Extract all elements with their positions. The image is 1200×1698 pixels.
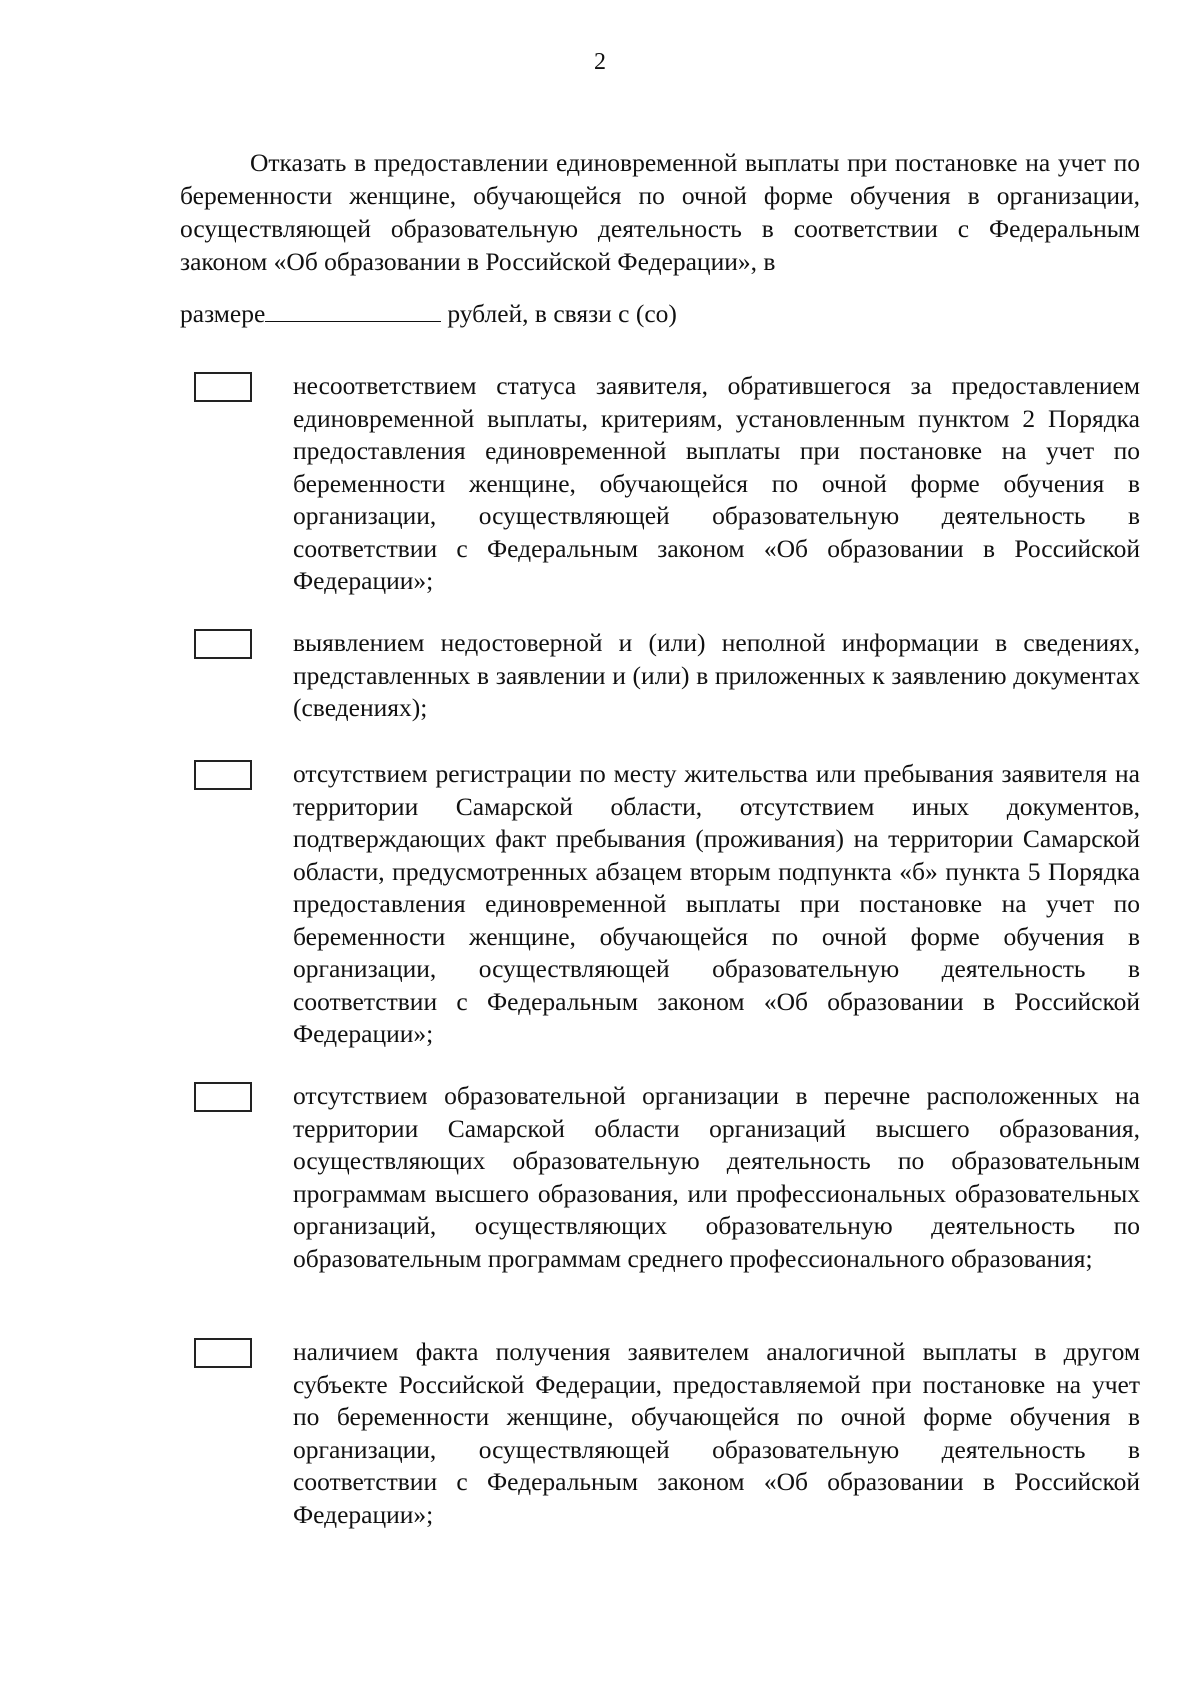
refusal-intro-text: Отказать в предоставлении единовременной выплаты при постановке на учет по беременности женщине, обучающейся по очной форме обучения в организации, осуществляющей образовательную деятельность в соответствии с Федеральным законом «Об образовании в Российской Федерации», в	[180, 148, 1140, 276]
amount-blank-field[interactable]	[265, 299, 441, 322]
reason-checkbox[interactable]	[194, 1082, 252, 1112]
reason-checkbox[interactable]	[194, 629, 252, 659]
reason-checkbox[interactable]	[194, 372, 252, 402]
reason-text: отсутствием регистрации по месту жительства или пребывания заявителя на территории Самарской области, отсутствием иных документов, подтверждающих факт пребывания (проживания) на территории Самарской области, предусмотренных абзацем вторым подпункта «б» пункта 5 Порядка предоставления единовременной выплаты при постановке на учет по беременности женщине, обучающейся по очной форме обучения в организации, осуществляющей образовательную деятельность в соответствии с Федеральным законом «Об образовании в Российской Федерации»;	[293, 759, 1140, 1048]
reason-checkbox[interactable]	[194, 760, 252, 790]
amount-suffix: рублей, в связи с (со)	[447, 299, 677, 328]
reason-text: отсутствием образовательной организации в перечне расположенных на территории Самарской области организаций высшего образования, осуществляющих образовательную деятельность по образовательным программам высшего образования, или профессиональных образовательных организаций, осуществляющих образовательную деятельность по образовательным программам среднего профессионального образования;	[293, 1081, 1140, 1273]
reason-text: выявлением недостоверной и (или) неполной информации в сведениях, представленных в заявлении и (или) в приложенных к заявлению документах (сведениях);	[293, 628, 1140, 722]
amount-line	[180, 297, 1140, 330]
reason-text: наличием факта получения заявителем аналогичной выплаты в другом субъекте Российской Федерации, предоставляемой при постановке на учет по беременности женщине, обучающейся по очной форме обучения в организации, осуществляющей образовательную деятельность в соответствии с Федеральным законом «Об образовании в Российской Федерации»;	[293, 1337, 1140, 1529]
reason-text: несоответствием статуса заявителя, обратившегося за предоставлением единовременной выплаты, критериям, установленным пунктом 2 Порядка предоставления единовременной выплаты при постановке на учет по беременности женщине, обучающейся по очной форме обучения в организации, осуществляющей образовательную деятельность в соответствии с Федеральным законом «Об образовании в Российской Федерации»;	[293, 371, 1140, 595]
amount-prefix: размере	[180, 299, 266, 328]
page-number: 2	[594, 49, 606, 75]
reason-checkbox[interactable]	[194, 1338, 252, 1368]
